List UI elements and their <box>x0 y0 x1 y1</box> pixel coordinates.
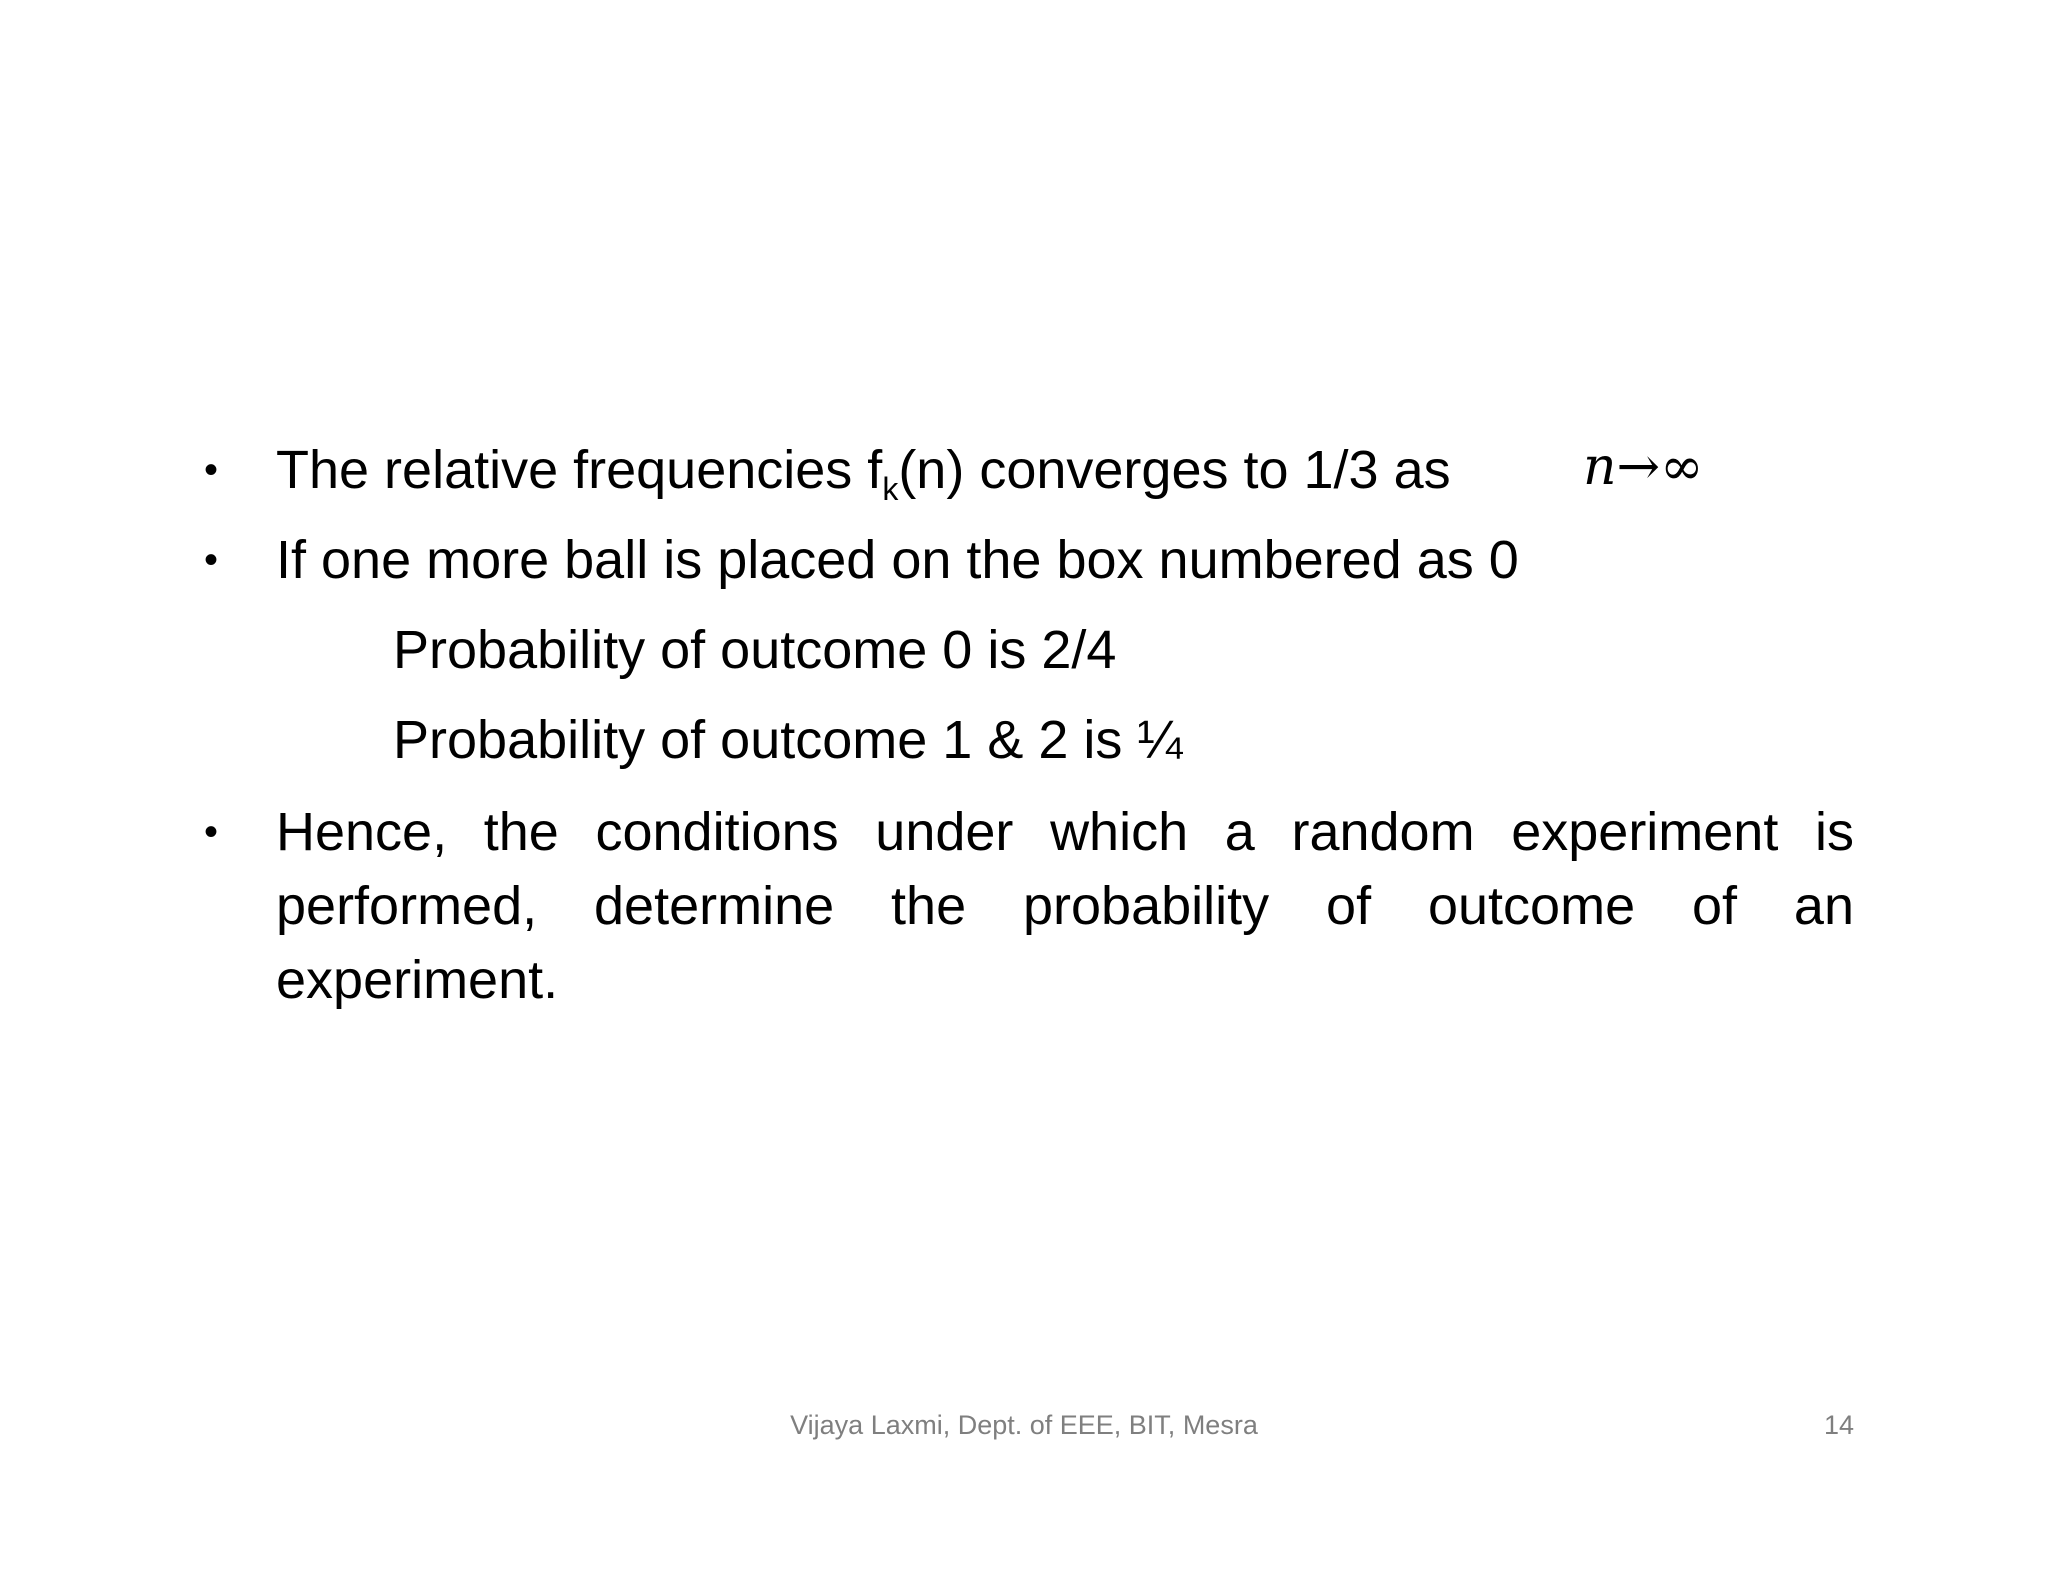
math-variable: n <box>1583 437 1617 497</box>
bullet-item-3-text: Hence, the conditions under which a random experiment is performed, determine the probability of outcome of an experiment. <box>276 802 1854 1010</box>
bullet-text-part: The relative frequencies f <box>276 440 883 500</box>
bullet-marker: • <box>204 810 219 854</box>
subscript: k <box>882 471 899 507</box>
bullet-marker: • <box>204 448 219 492</box>
sub-line-1: Probability of outcome 0 is 2/4 <box>393 620 1117 680</box>
math-infinity: ∞ <box>1660 437 1704 497</box>
bullet-text-part: (n) converges to 1/3 as <box>898 440 1451 500</box>
math-limit-expression <box>1583 432 1703 502</box>
bullet-text <box>276 425 1451 522</box>
math-arrow: → <box>1616 437 1661 497</box>
footer-text: Vijaya Laxmi, Dept. of EEE, BIT, Mesra <box>790 1410 1258 1440</box>
page-number: 14 <box>1823 1410 1854 1440</box>
sub-line-2: Probability of outcome 1 & 2 is ¼ <box>393 710 1183 770</box>
bullet-marker: • <box>204 538 219 582</box>
bullet-text: If one more ball is placed on the box numbered as 0 <box>276 530 1519 590</box>
